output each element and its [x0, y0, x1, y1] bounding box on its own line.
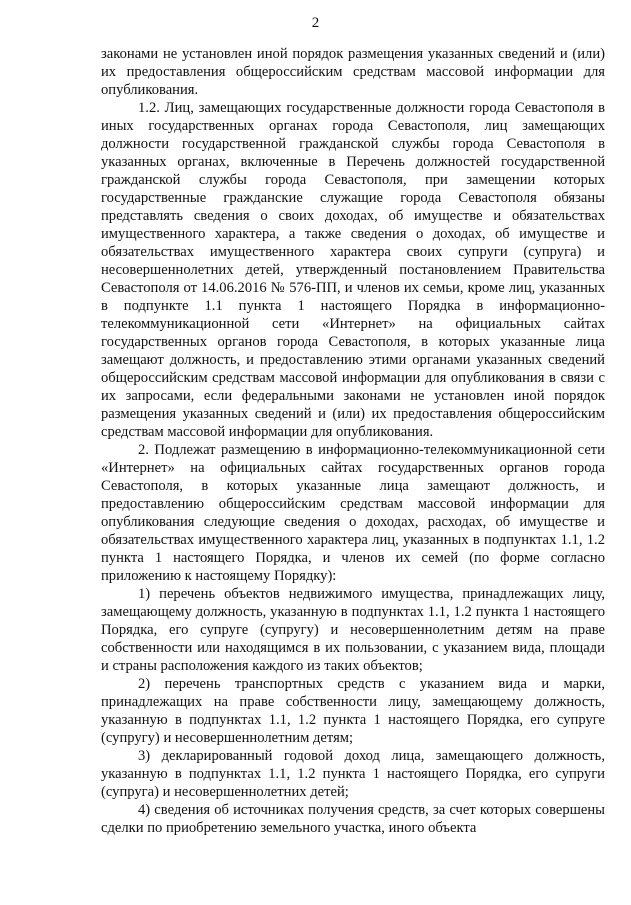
page-number: 2: [311, 15, 320, 31]
list-item-4: 4) сведения об источниках получения средств, за счет которых совершены сделки по приобретению земельного участка, иного объекта: [101, 802, 605, 836]
list-item-3: 3) декларированный годовой доход лица, замещающего должность, указанную в подпунктах 1.1, 1.2 пункта 1 настоящего Порядка, его супруги (супруга) и несовершеннолетних детей;: [101, 748, 605, 800]
document-body: [101, 45, 605, 837]
list-item-2: 2) перечень транспортных средств с указанием вида и марки, принадлежащих на праве собственности лицу, замещающему должность, указанную в подпунктах 1.1, 1.2 пункта 1 настоящего Порядка, его супруге (супругу) и несовершеннолетним детям;: [101, 676, 605, 746]
paragraph-1-2: 1.2. Лиц, замещающих государственные должности города Севастополя в иных государственных органах города Севастополя, лиц замещающих должности государственной гражданской службы города Севастополя в указанных органах, включенные в Перечень должностей государственной гражданской службы города Севастополя, при замещении которых государственные гражданские служащие города Севастополя обязаны представлять сведения о своих доходах, об имуществе и обязательствах имущественного характера, а также сведения о доходах, об имуществе и обязательствах имущественного характера своих супруги (супруга) и несовершеннолетних детей, утвержденный постановлением Правительства Севастополя от 14.06.2016 № 576-ПП, и членов их семьи, кроме лиц, указанных в подпункте 1.1 пункта 1 настоящего Порядка в информационно-телекоммуникационной сети «Интернет» на официальных сайтах государственных органов города Севастополя, в которых указанные лица замещают должность, и предоставлению этими органами указанных сведений общероссийским средствам массовой информации для опубликования в связи с их запросами, если федеральными законами не установлен иной порядок размещения указанных сведений и (или) их предоставления общероссийским средствам массовой информации для опубликования.: [101, 100, 605, 440]
list-item-1: 1) перечень объектов недвижимого имущества, принадлежащих лицу, замещающему должность, указанную в подпунктах 1.1, 1.2 пункта 1 настоящего Порядка, его супруге (супругу) и несовершеннолетним детям на праве собственности или находящимся в их пользовании, с указанием вида, площади и страны расположения каждого из таких объектов;: [101, 586, 605, 674]
paragraph-continuation: законами не установлен иной порядок размещения указанных сведений и (или) их предоставления общероссийским средствам массовой информации для опубликования.: [101, 46, 605, 98]
paragraph-2: 2. Подлежат размещению в информационно-телекоммуникационной сети «Интернет» на официальных сайтах государственных органов города Севастополя, в которых указанные лица замещают должность, и предоставлению общероссийским средствам массовой информации для опубликования следующие сведения о доходах, расходах, об имуществе и обязательствах имущественного характера лиц, указанных в подпунктах 1.1, 1.2 пункта 1 настоящего Порядка, и членов их семей (по форме согласно приложению к настоящему Порядку):: [101, 442, 605, 584]
